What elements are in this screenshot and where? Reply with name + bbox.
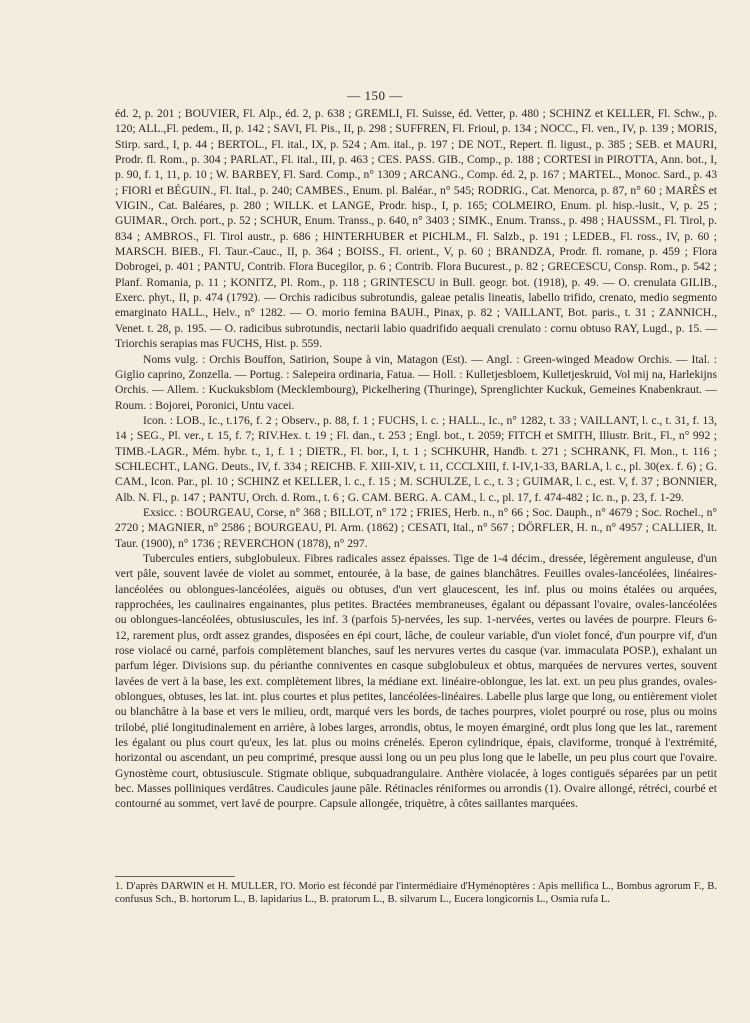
footnote: 1. D'après DARWIN et H. MULLER, l'O. Morio est fécondé par l'intermédiaire d'Hyménoptères : Apis mellifica L., Bombus agrorum F., B. confusus Sch., B. hortorum L., B. lapidarius L., B. pratorum L., B. silvarum L., Eucera longicornis L., Osmia rufa L. — [115, 881, 717, 905]
vernacular-names-paragraph: Noms vulg. : Orchis Bouffon, Satirion, Soupe à vin, Matagon (Est). — Angl. : Green-winged Meadow Orchis. — Ital. : Giglio caprino, Zonzella. — Portug. : Salepeira ordinaria, Fatua. — Holl. : Kulletjesbloem, Kulletjeskruid, Vol mij na, Harlekijns Orchis. — Allem. : Kuckuksblom (Mecklembourg), Pickelhering (Thuringe), Sprenglichter Kuckuk, Gemeines Knabenkraut. — Roum. : Bojorei, Poronici, Untu vacei. — [115, 352, 717, 412]
exsiccatae-paragraph: Exsicc. : BOURGEAU, Corse, n° 368 ; BILLOT, n° 172 ; FRIES, Herb. n., n° 66 ; Soc. Dauph., n° 4679 ; Soc. Rochel., n° 2720 ; MAGNIER, n° 2586 ; BOURGEAU, Pl. Arm. (1862) ; CESATI, Ital., n° 567 ; DÖRFLER, H. n., n° 4957 ; CALLIER, It. Taur. (1900), n° 1736 ; REVERCHON (1878), n° 297. — [115, 505, 717, 550]
description-paragraph: Tubercules entiers, subglobuleux. Fibres radicales assez épaisses. Tige de 1-4 décim., dressée, légèrement anguleuse, d'un vert pâle, souvent lavée de violet au sommet, entourée, à la base, de gaines blanchâtres. Feuilles ovales-lancéolées, linéaires-lancéolées ou oblongues-lancéolées, aiguës ou obtuses, d'un vert glaucescent, les inf. plus ou moins étalées ou arquées, rapprochées, les caulinaires engainantes, plus petites. Bractées membraneuses, égalant ou dépassant l'ovaire, ovales-lancéolées ou oblongues-lancéolées, obtusiuscules, les inf. 3 (parfois 5)-nervées, les sup. 1-nervées, vertes ou lavées de pourpre. Fleurs 6-12, rarement plus, ordt assez grandes, disposées en épi court, lâche, de couleur variable, d'un violet foncé, d'un pourpre vif, d'un rose violacé ou carné, parfois complètement blanches, sauf les nervures vertes du casque (var. immaculata POSP.), exhalant un parfum léger. Divisions sup. du périanthe conniventes en casque subglobuleux et obtus, marquées de nervures vertes, souvent lavées de vert à la base, les ext. complètement libres, la médiane ext. linéaire-oblongue, les lat. ext. un peu plus grandes, ovales-oblongues, obtuses, les lat. int. plus courtes et plus petites, lancéolées-linéaires. Labelle plus large que long, ou entièrement violet ou blanchâtre à la base et vers le milieu, ordt, marqué vers les bords, de taches pourpres, violet pourpré ou rose, plus ou moins trilobé, plié longitudinalement en arrière, à lobes larges, arrondis, obtus, le moyen émarginé, ordt plus long que les lat., rarement les égalant ou plus court qu'eux, les lat. plus ou moins crénelés. Eperon cylindrique, épais, claviforme, tronqué à l'extrémité, horizontal ou ascendant, un peu comprimé, presque aussi long ou un peu plus long que le labelle, un peu plus court que l'ovaire. Gynostème court, obtusiuscule. Stigmate oblique, subquadrangulaire. Anthère violacée, à loges contiguës séparées par un petit bec. Masses polliniques verdâtres. Caudicules jaune pâle. Rétinacles réniformes ou arrondis (1). Ovaire allongé, rétréci, courbé et contourné au sommet, vert lavé de pourpre. Capsule allongée, triquètre, à côtes saillantes marquées. — [115, 551, 717, 811]
bibliography-paragraph: éd. 2, p. 201 ; BOUVIER, Fl. Alp., éd. 2, p. 638 ; GREMLI, Fl. Suisse, éd. Vetter, p. 480 ; SCHINZ et KELLER, Fl. Schw., p. 120; ALL.,Fl. pedem., II, p. 142 ; SAVI, Fl. Pis., II, p. 298 ; SUFFREN, Fl. Frioul, p. 134 ; NOCC., Fl. ven., IV, p. 139 ; MORIS, Stirp. sard., I, p. 44 ; BERTOL., Fl. ital., IX, p. 524 ; Am. ital., p. 197 ; DE NOT., Repert. fl. ligust., p. 385 ; SEB. et MAURI, Prodr. fl. Rom., p. 304 ; PARLAT., Fl. ital., III, p. 463 ; CES. PASS. GIB., Comp., p. 188 ; CORTESI in PIROTTA, Ann. bot., I, p. 90, f. 1, 11, p. 10 ; W. BARBEY, Fl. Sard. Comp., n° 1309 ; ARCANG., Comp. éd. 2, p. 167 ; MARTEL., Monoc. Sard., p. 43 ; FIORI et BÉGUIN., Fl. Ital., p. 240; CAMBES., Enum. pl. Baléar., n° 545; RODRIG., Cat. Menorca, p. 87, n° 60 ; MARÈS et VIGIN., Cat. Baléares, p. 280 ; WILLK. et LANGE, Prodr. hisp., I, p. 165; COLMEIRO, Enum. pl. hisp.-lusit., V, p. 25 ; GUIMAR., Orch. port., p. 52 ; SCHUR, Enum. Transs., p. 640, n° 3403 ; SIMK., Enum. Transs., p. 498 ; HAUSSM., Fl. Tirol, p. 834 ; AMBROS., Fl. Tirol austr., p. 686 ; HINTERHUBER et PICHLM., Fl. Salzb., p. 191 ; LEDEB., Fl. ross., IV, p. 60 ; MARSCH. BIEB., Fl. Taur.-Cauc., II, p. 364 ; BOISS., Fl. orient., V, p. 60 ; BRANDZA, Prodr. fl. romane, p. 459 ; Flora Dobrogei, p. 401 ; PANTU, Contrib. Flora Bucegilor, p. 6 ; Contrib. Flora Bucurest., p. 82 ; GRECESCU, Consp. Rom., p. 542 ; Planf. Romania, p. 11 ; KONITZ, Pl. Rom., p. 118 ; GRINTESCU in Bull. geogr. bot. (1918), p. 49. — O. crenulata GILIB., Exerc. phyt., II, p. 474 (1792). — Orchis radicibus subrotundis, galeae petalis lineatis, labello trifido, crenato, medio segmento emarginato HALL., Helv., n° 1282. — O. morio femina BAUH., Pinax, p. 82 ; VAILLANT, Bot. paris., t. 31 ; ZANNICH., Venet. t. 28, p. 195. — O. radicibus subrotundis, nectarii labio quadrifido aequali crenulato : cornu obtuso RAY, Lugd., p. 15. — Triorchis serapias mas FUCHS, Hist. p. 559. — [115, 107, 717, 351]
footnote-divider — [115, 876, 235, 877]
text-body — [115, 106, 717, 812]
icones-paragraph: Icon. : LOB., Ic., t.176, f. 2 ; Observ., p. 88, f. 1 ; FUCHS, l. c. ; HALL., Ic., n° 1282, t. 33 ; VAILLANT, l. c., t. 31, f. 13, 14 ; SEG., Pl. ver., t. 15, f. 7; RIV.Hex. t. 19 ; Fl. dan., t. 253 ; Engl. bot., t. 2059; FITCH et SMITH, Illustr. Brit., Fl., n° 992 ; TIMB.-LAGR., Mém. hybr. t., 1, f. 1 ; DIETR., Fl. bor., I, t. 1 ; SCHKUHR, Handb. t. 271 ; SCHRANK, Fl. Mon., t. 116 ; SCHLECHT., LANG. Deuts., IV, f. 334 ; REICHB. F. XIII-XIV, t. 11, CCCLXIII, f. I-IV,1-33, BARLA, l. c., pl. 30(ex. f. 6) ; G. CAM., Icon. Par., pl. 10 ; SCHINZ et KELLER, l. c., f. 15 ; M. SCHULZE, l. c., t. 3 ; GUIMAR, l. c., est. V, f. 37 ; BONNIER, Alb. N. Fl., p. 147 ; PANTU, Orch. d. Rom., t. 6 ; G. CAM. BERG. A. CAM., l. c., pl. 17, f. 474-482 ; Ic. n., p. 23, f. 1-29. — [115, 413, 717, 504]
page-number: — 150 — — [347, 88, 403, 103]
